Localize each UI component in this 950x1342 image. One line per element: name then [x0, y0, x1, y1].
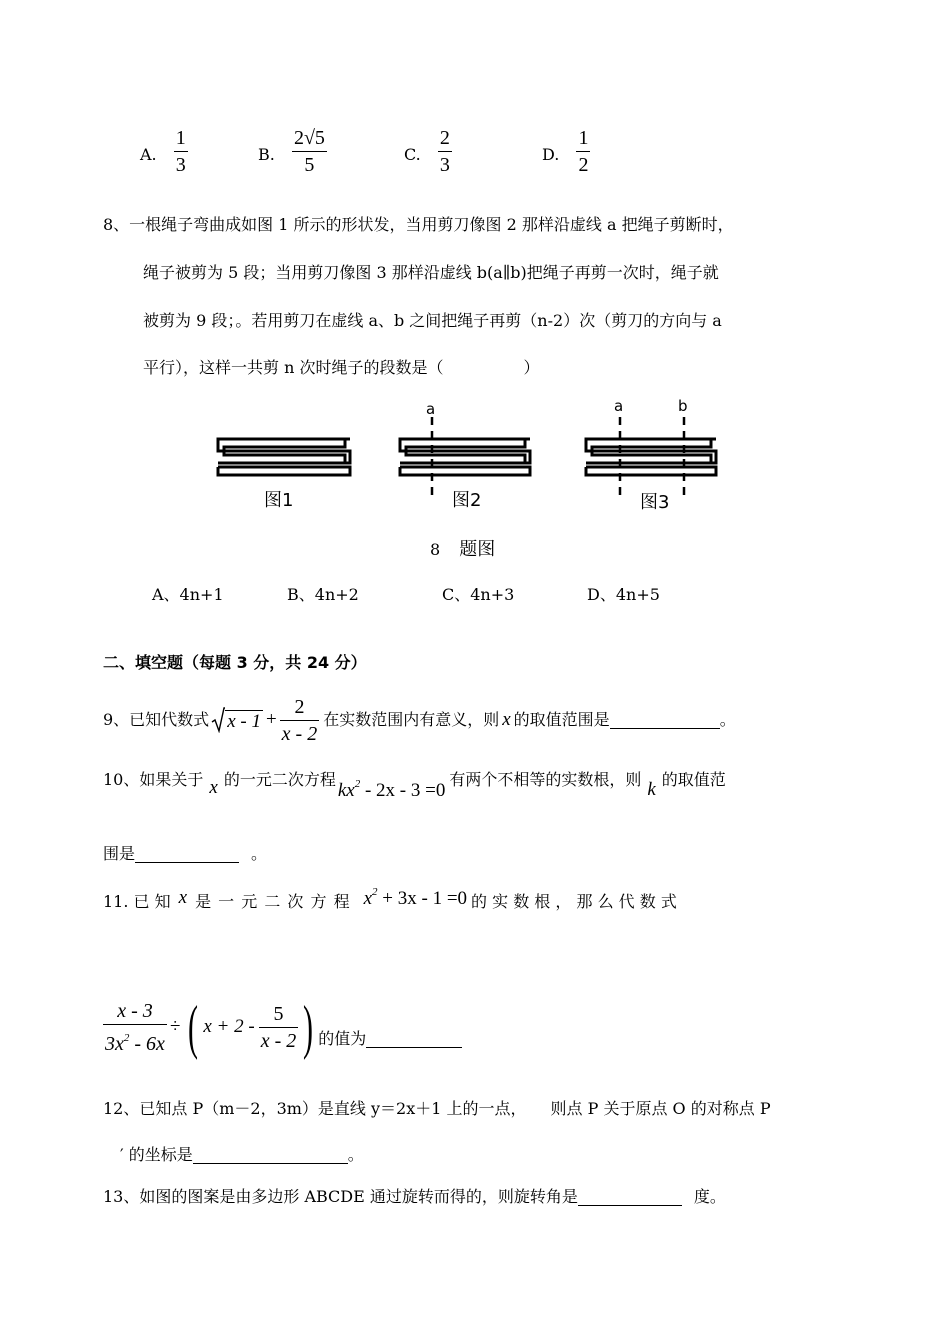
q10-k: k [647, 779, 656, 800]
q8-line3: 被剪为 9 段；。若用剪刀在虚线 a、b 之间把绳子再剪（n-2）次（剪刀的方向与 a [143, 311, 722, 330]
q7-option-c [404, 126, 452, 177]
q12-line2-prefix: ′ 的坐标是 [120, 1145, 193, 1164]
q11-suffix: 的值为 [318, 1029, 367, 1048]
q7-option-b-letter: B. [258, 145, 275, 164]
q8-option-b: B、4n+2 [287, 585, 359, 604]
q11-inner: x + 2 - [203, 1016, 255, 1037]
q7-option-a-letter: A. [140, 145, 157, 164]
q11-line1 [103, 885, 848, 919]
q7-option-d-letter: D. [542, 145, 560, 164]
q8-option-d: D、4n+5 [587, 585, 660, 604]
q10-prefix: 10、如果关于 [103, 770, 204, 789]
q10-after: 有两个不相等的实数根，则 [449, 770, 642, 789]
figure3-label-b: b [678, 397, 688, 415]
q7-option-d [542, 126, 590, 177]
q13-answer-blank[interactable] [578, 1189, 682, 1206]
q13-suffix: 度。 [693, 1187, 726, 1206]
q7-option-b [258, 126, 327, 177]
q11-left-paren: ( [188, 994, 199, 1060]
q7-option-b-fraction: $\frac{2√5}{5}$ [293, 127, 325, 176]
q10-var: x [209, 777, 218, 798]
figure2-rope [400, 439, 530, 475]
q11-answer-blank[interactable] [366, 1031, 462, 1048]
q8-line4: 平行），这样一共剪 n 次时绳子的段数是（ ） [143, 358, 540, 377]
q8-line1: 8、一根绳子弯曲成如图 1 所示的形状发，当用剪刀像图 2 那样沿虚线 a 把绳子剪断时， [103, 215, 734, 234]
q9-plus: + [265, 709, 277, 730]
figure3-label-a: a [614, 397, 624, 415]
q9-var: x [502, 709, 511, 730]
q12-end: 。 [347, 1145, 364, 1164]
sqrt-icon [211, 707, 225, 733]
q8-line2: 绳子被剪为 5 段；当用剪刀像图 3 那样沿虚线 b(a∥b)把绳子再剪一次时，绳子就 [143, 263, 719, 282]
q9 [103, 690, 736, 750]
q8-option-c: C、4n+3 [442, 585, 515, 604]
figure3-cut-lines [620, 417, 684, 499]
q10-answer-blank[interactable] [135, 846, 239, 863]
q10-middle: 的一元二次方程 [223, 770, 336, 789]
q11-var: x [178, 887, 188, 908]
q8-caption-num: 8 [430, 540, 441, 559]
figure2-label-a: a [426, 400, 436, 418]
figure3-rope [586, 439, 716, 475]
q7-option-c-letter: C. [404, 145, 421, 164]
q11-tail: 的 实 数 根 ， 那 么 代 数 式 [471, 892, 677, 911]
figure2-label: 图2 [452, 490, 482, 511]
figure3-label: 图3 [640, 492, 670, 513]
q7-option-c-fraction: $\frac{2}{3}$ [439, 127, 450, 176]
q11-prefix: 11. 已 知 [103, 892, 171, 911]
q12-answer-blank[interactable] [193, 1147, 348, 1164]
q8-caption-text: 题图 [459, 539, 496, 560]
q11-fraction2: $\frac{5}{x - 2}$ [260, 1002, 297, 1052]
q11-right-paren: ) [303, 994, 314, 1060]
q9-answer-blank[interactable] [610, 712, 720, 729]
q9-sqrt [211, 707, 263, 733]
q11-fraction1: $\frac{x - 3}{3x^2 - 6x}$ [105, 999, 165, 1055]
q10-end: 。 [251, 844, 268, 863]
q11-equation: $x^2 + 3x - 1 =0$ [363, 886, 468, 909]
q8-caption [430, 535, 495, 561]
q8-option-a: A、4n+1 [152, 585, 224, 604]
q7-options [140, 126, 640, 186]
q11-divide: ÷ [169, 1016, 181, 1037]
figure1-rope [218, 439, 350, 475]
q9-end: 。 [719, 710, 736, 729]
q7-option-a [140, 126, 188, 177]
q11-expression [103, 992, 462, 1062]
q12-line2 [120, 1144, 364, 1166]
q9-suffix: 的取值范围是 [513, 710, 610, 729]
q9-sqrt-content: x - 1 [227, 711, 261, 732]
figure1-label: 图1 [264, 490, 294, 511]
q13-prefix: 13、如图的图案是由多边形 ABCDE 通过旋转而得的，则旋转角是 [103, 1187, 578, 1206]
q9-middle: 在实数范围内有意义，则 [323, 710, 500, 729]
q7-option-a-fraction: $\frac{1}{3}$ [175, 127, 186, 176]
q12-line1: 12、已知点 P（m－2，3m）是直线 y＝2x＋1 上的一点， 则点 P 关于原点 O 的对称点 P [103, 1099, 771, 1118]
q10 [103, 760, 726, 800]
q10-line2-text: 围是 [103, 844, 136, 863]
q10-line2 [103, 843, 267, 865]
q10-tail: 的取值范 [661, 770, 726, 789]
q7-option-d-fraction: $\frac{1}{2}$ [578, 127, 589, 176]
section2-title: 二、填空题（每题 3 分，共 24 分） [103, 653, 367, 672]
q10-equation: $kx^2 - 2x - 3 =0$ [337, 778, 446, 801]
q9-prefix: 9、已知代数式 [103, 710, 210, 729]
q9-fraction: $\frac{2}{x - 2}$ [281, 695, 318, 745]
q11-middle: 是 一 元 二 次 方 程 [195, 892, 350, 911]
q13 [103, 1186, 726, 1208]
